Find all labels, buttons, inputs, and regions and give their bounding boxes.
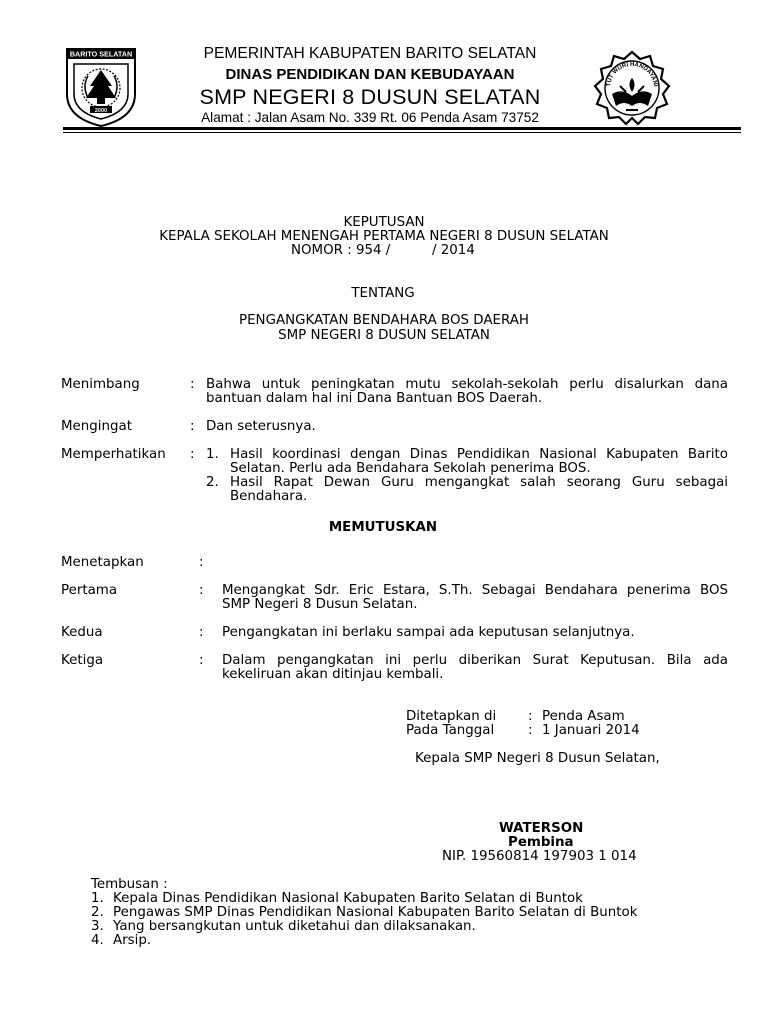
menimbang-label: Menimbang — [61, 377, 140, 392]
copies-item-text: Pengawas SMP Dinas Pendidikan Nasional Kabupaten Barito Selatan di Buntok — [113, 905, 638, 920]
memperhatikan-item-2-line-1: Hasil Rapat Dewan Guru mengangkat salah seorang Guru sebagai — [230, 475, 728, 490]
memperhatikan-item-2-number: 2. — [206, 475, 219, 490]
mengingat-colon: : — [190, 419, 195, 434]
crest-motto-text: TUT WURI HANDAYANI — [605, 61, 658, 88]
ketiga-label: Ketiga — [61, 653, 104, 668]
tut-wuri-handayani-crest-icon — [590, 50, 674, 126]
decision-number: NOMOR : 954 / — [291, 243, 391, 258]
letterhead-agency: DINAS PENDIDIKAN DAN KEBUDAYAAN — [225, 66, 515, 83]
place-value: Penda Asam — [542, 709, 625, 724]
copies-item-text: Yang bersangkutan untuk diketahui dan dilaksanakan. — [113, 919, 476, 934]
pertama-text-line-1: Mengangkat Sdr. Eric Estara, S.Th. Sebagai Bendahara penerima BOS — [222, 583, 728, 598]
memperhatikan-colon: : — [190, 447, 195, 462]
place-label: Ditetapkan di — [406, 709, 497, 724]
pertama-label: Pertama — [61, 583, 118, 598]
memperhatikan-item-2-line-2: Bendahara. — [230, 489, 308, 504]
copies-item-number: 4. — [91, 933, 104, 948]
ketiga-colon: : — [199, 653, 204, 668]
letterhead-rule-thick — [63, 127, 741, 130]
copies-item-text: Arsip. — [113, 933, 152, 948]
pertama-text-line-2: SMP Negeri 8 Dusun Selatan. — [222, 597, 418, 612]
crest-year-text: 2000 — [94, 108, 108, 114]
signatory-position: Kepala SMP Negeri 8 Dusun Selatan, — [415, 751, 660, 766]
decision-heading: KEPUTUSAN — [343, 215, 425, 230]
mengingat-text: Dan seterusnya. — [206, 419, 316, 434]
letterhead-rule-thin — [63, 132, 741, 133]
about-heading: TENTANG — [351, 286, 415, 301]
copies-heading: Tembusan : — [91, 877, 168, 892]
signatory-name: WATERSON — [499, 821, 584, 836]
menetapkan-label: Menetapkan — [61, 555, 144, 570]
memutuskan-heading: MEMUTUSKAN — [328, 520, 438, 535]
kedua-colon: : — [199, 625, 204, 640]
pertama-colon: : — [199, 583, 204, 598]
date-value: 1 Januari 2014 — [542, 723, 640, 738]
menimbang-text-line-1: Bahwa untuk peningkatan mutu sekolah-sekolah perlu disalurkan dana — [206, 377, 728, 392]
memperhatikan-label: Memperhatikan — [61, 447, 166, 462]
memperhatikan-item-1-line-1: Hasil koordinasi dengan Dinas Pendidikan Nasional Kabupaten Barito — [230, 447, 728, 462]
letterhead-address: Alamat : Jalan Asam No. 339 Rt. 06 Penda Asam 73752 — [201, 110, 539, 125]
ketiga-text-line-2: kekeliruan akan ditinjau kembali. — [222, 667, 444, 682]
menetapkan-colon: : — [199, 555, 204, 570]
signatory-nip: NIP. 19560814 197903 1 014 — [442, 849, 637, 864]
subject-line-1: PENGANGKATAN BENDAHARA BOS DAERAH — [239, 313, 529, 328]
crest-banner-text: BARITO SELATAN — [69, 49, 133, 59]
signatory-rank: Pembina — [508, 835, 574, 850]
copies-item-number: 3. — [91, 919, 104, 934]
kedua-label: Kedua — [61, 625, 103, 640]
letterhead-government: PEMERINTAH KABUPATEN BARITO SELATAN — [203, 45, 537, 62]
copies-item-text: Kepala Dinas Pendidikan Nasional Kabupaten Barito Selatan di Buntok — [113, 891, 583, 906]
menimbang-colon: : — [190, 377, 195, 392]
copies-item-number: 2. — [91, 905, 104, 920]
place-colon: : — [528, 709, 533, 724]
subject-line-2: SMP NEGERI 8 DUSUN SELATAN — [278, 328, 490, 343]
memperhatikan-item-1-line-2: Selatan. Perlu ada Bendahara Sekolah penerima BOS. — [230, 461, 591, 476]
copies-item-number: 1. — [91, 891, 104, 906]
decision-issuer: KEPALA SEKOLAH MENENGAH PERTAMA NEGERI 8 DUSUN SELATAN — [159, 229, 609, 244]
letterhead-school-name: SMP NEGERI 8 DUSUN SELATAN — [199, 85, 541, 109]
memperhatikan-item-1-number: 1. — [206, 447, 219, 462]
date-colon: : — [528, 723, 533, 738]
ketiga-text-line-1: Dalam pengangkatan ini perlu diberikan Surat Keputusan. Bila ada — [222, 653, 728, 668]
date-label: Pada Tanggal — [406, 723, 495, 738]
menimbang-text-line-2: bantuan dalam hal ini Dana Bantuan BOS Daerah. — [206, 391, 543, 406]
decision-number-year: / 2014 — [432, 243, 475, 258]
mengingat-label: Mengingat — [61, 419, 132, 434]
kedua-text: Pengangkatan ini berlaku sampai ada keputusan selanjutnya. — [222, 625, 635, 640]
